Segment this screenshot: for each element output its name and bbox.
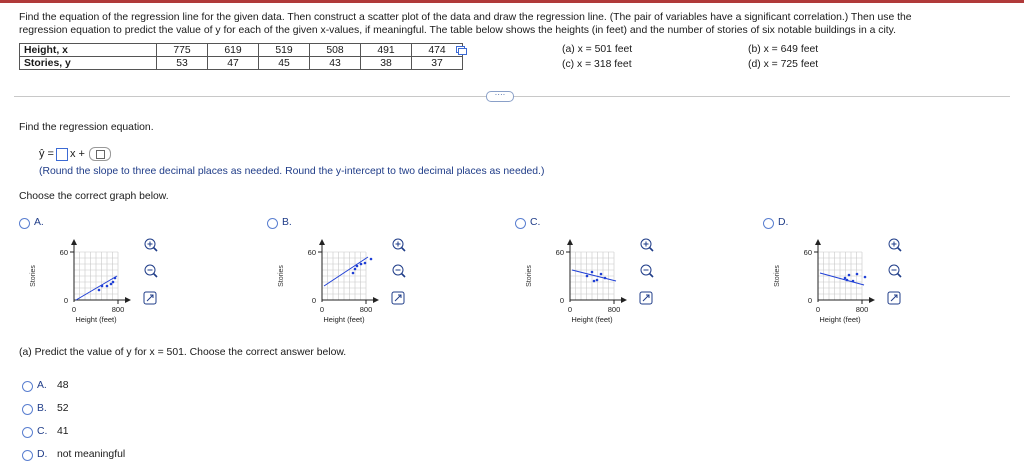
graph-label-d: D. <box>778 217 789 228</box>
answer-radio-b[interactable] <box>22 404 33 415</box>
answer-radio-a[interactable] <box>22 381 33 392</box>
graph-option-a[interactable] <box>19 214 179 334</box>
data-point <box>364 262 367 265</box>
x-axis-arrow <box>373 297 379 303</box>
answer-radio-d[interactable] <box>22 450 33 461</box>
stories-cell: 38 <box>361 57 412 70</box>
answer-label-a: A. <box>37 380 47 391</box>
slope-input[interactable] <box>56 148 68 161</box>
answer-value-a: 48 <box>57 380 69 391</box>
intercept-input[interactable] <box>89 147 111 161</box>
answer-radio-c[interactable] <box>22 427 33 438</box>
data-point <box>846 279 849 282</box>
height-cell: 619 <box>208 44 259 57</box>
given-x-c: (c) x = 318 feet <box>562 59 632 70</box>
x-axis-arrow <box>125 297 131 303</box>
data-point <box>848 274 851 277</box>
height-cell: 491 <box>361 44 412 57</box>
answer-label-b: B. <box>37 403 47 414</box>
data-point <box>360 263 363 266</box>
data-point <box>591 271 594 274</box>
x-tick-label: 800 <box>359 305 373 314</box>
graph-label-a: A. <box>34 217 44 228</box>
data-point <box>110 283 113 286</box>
regression-line <box>324 257 368 286</box>
y-tick-label: 60 <box>803 248 812 257</box>
answer-label-c: C. <box>37 426 48 437</box>
y-axis-title: Stories <box>526 265 533 287</box>
zoom-out-icon-handle <box>402 274 406 278</box>
data-point <box>354 268 357 271</box>
data-point <box>112 281 115 284</box>
y-tick-label: 60 <box>59 248 68 257</box>
data-point <box>604 277 607 280</box>
x-axis-title: Height (feet) <box>75 315 117 324</box>
zoom-out-icon-handle <box>650 274 654 278</box>
table-row-stories <box>20 57 463 70</box>
zoom-out-icon-handle <box>898 274 902 278</box>
regression-equation <box>39 147 111 161</box>
problem-line-2: regression equation to predict the value of y for each of the given x-values, if meaningful. The table below shows the heights (in feet) and the number of stories of six notable buildings in a city. <box>19 25 896 36</box>
data-point <box>596 279 599 282</box>
answer-value-b: 52 <box>57 403 69 414</box>
yhat-label: ŷ = <box>39 148 54 160</box>
stories-cell: 45 <box>259 57 310 70</box>
data-point <box>600 273 603 276</box>
x-tick-label: 800 <box>855 305 869 314</box>
y-tick-label: 60 <box>555 248 564 257</box>
zoom-out-icon-handle <box>154 274 158 278</box>
data-point <box>352 272 355 275</box>
x-zero-label: 0 <box>71 305 77 314</box>
graph-plot-c <box>515 228 675 338</box>
x-zero-label: 0 <box>815 305 821 314</box>
x-axis-title: Height (feet) <box>323 315 365 324</box>
graph-plot-a <box>19 228 179 338</box>
stories-cell: 37 <box>412 57 463 70</box>
zoom-in-icon-handle <box>898 248 902 252</box>
data-point <box>106 285 109 288</box>
find-equation-label: Find the regression equation. <box>19 122 154 133</box>
zoom-in-icon-handle <box>650 248 654 252</box>
problem-statement <box>19 11 1009 37</box>
x-axis-arrow <box>869 297 875 303</box>
stories-cell: 43 <box>310 57 361 70</box>
y-zero-label: 0 <box>311 296 316 305</box>
data-point <box>852 280 855 283</box>
given-x-b: (b) x = 649 feet <box>748 44 819 55</box>
answer-label-d: D. <box>37 449 48 460</box>
data-table <box>19 43 463 70</box>
x-tick-label: 800 <box>111 305 125 314</box>
y-zero-label: 0 <box>63 296 68 305</box>
x-zero-label: 0 <box>567 305 573 314</box>
y-tick-label: 60 <box>307 248 316 257</box>
choose-graph-label: Choose the correct graph below. <box>19 191 169 202</box>
height-cell: 508 <box>310 44 361 57</box>
more-button[interactable]: ···· <box>486 91 514 102</box>
given-x-a: (a) x = 501 feet <box>562 44 633 55</box>
y-axis-title: Stories <box>30 265 37 287</box>
graph-label-b: B. <box>282 217 292 228</box>
y-axis-arrow <box>71 239 77 245</box>
x-axis-title: Height (feet) <box>571 315 613 324</box>
x-zero-label: 0 <box>319 305 325 314</box>
y-axis-title: Stories <box>278 265 285 287</box>
data-point <box>593 280 596 283</box>
height-cell: 775 <box>157 44 208 57</box>
x-axis-arrow <box>621 297 627 303</box>
graph-option-c[interactable] <box>515 214 675 334</box>
top-accent-bar <box>0 0 1024 3</box>
stories-label: Stories, y <box>20 57 157 70</box>
x-plus-label: x + <box>69 148 85 160</box>
x-axis-title: Height (feet) <box>819 315 861 324</box>
given-x-d: (d) x = 725 feet <box>748 59 819 70</box>
data-point <box>98 289 101 292</box>
problem-line-1: Find the equation of the regression line for the given data. Then construct a scatter plot of the data and draw the regression line. (The pair of variables have a significant correlation.) Then use the <box>19 12 912 23</box>
graph-plot-b <box>267 228 427 338</box>
y-axis-arrow <box>319 239 325 245</box>
height-cell: 474 <box>412 44 463 57</box>
height-label: Height, x <box>20 44 157 57</box>
graph-option-b[interactable] <box>267 214 427 334</box>
data-point <box>101 285 104 288</box>
part-a-prompt: (a) Predict the value of y for x = 501. Choose the correct answer below. <box>19 347 347 358</box>
zoom-in-icon-handle <box>154 248 158 252</box>
graph-label-c: C. <box>530 217 541 228</box>
data-point <box>370 258 373 261</box>
copy-data-icon[interactable] <box>456 46 467 55</box>
stories-cell: 53 <box>157 57 208 70</box>
stories-cell: 47 <box>208 57 259 70</box>
data-point <box>586 275 589 278</box>
data-point <box>114 277 117 280</box>
y-axis-arrow <box>815 239 821 245</box>
x-tick-label: 800 <box>607 305 621 314</box>
y-zero-label: 0 <box>807 296 812 305</box>
regression-line <box>572 270 616 281</box>
height-cell: 519 <box>259 44 310 57</box>
table-row-height <box>20 44 463 57</box>
graph-plot-d <box>763 228 923 338</box>
data-point <box>356 265 359 268</box>
data-point <box>856 273 859 276</box>
answer-value-d: not meaningful <box>57 449 126 460</box>
data-point <box>844 277 847 280</box>
y-axis-arrow <box>567 239 573 245</box>
graph-option-d[interactable] <box>763 214 923 334</box>
answer-value-c: 41 <box>57 426 69 437</box>
y-axis-title: Stories <box>774 265 781 287</box>
data-point <box>864 276 867 279</box>
zoom-in-icon-handle <box>402 248 406 252</box>
y-zero-label: 0 <box>559 296 564 305</box>
rounding-note: (Round the slope to three decimal places as needed. Round the y-intercept to two decimal places as needed.) <box>39 166 545 177</box>
